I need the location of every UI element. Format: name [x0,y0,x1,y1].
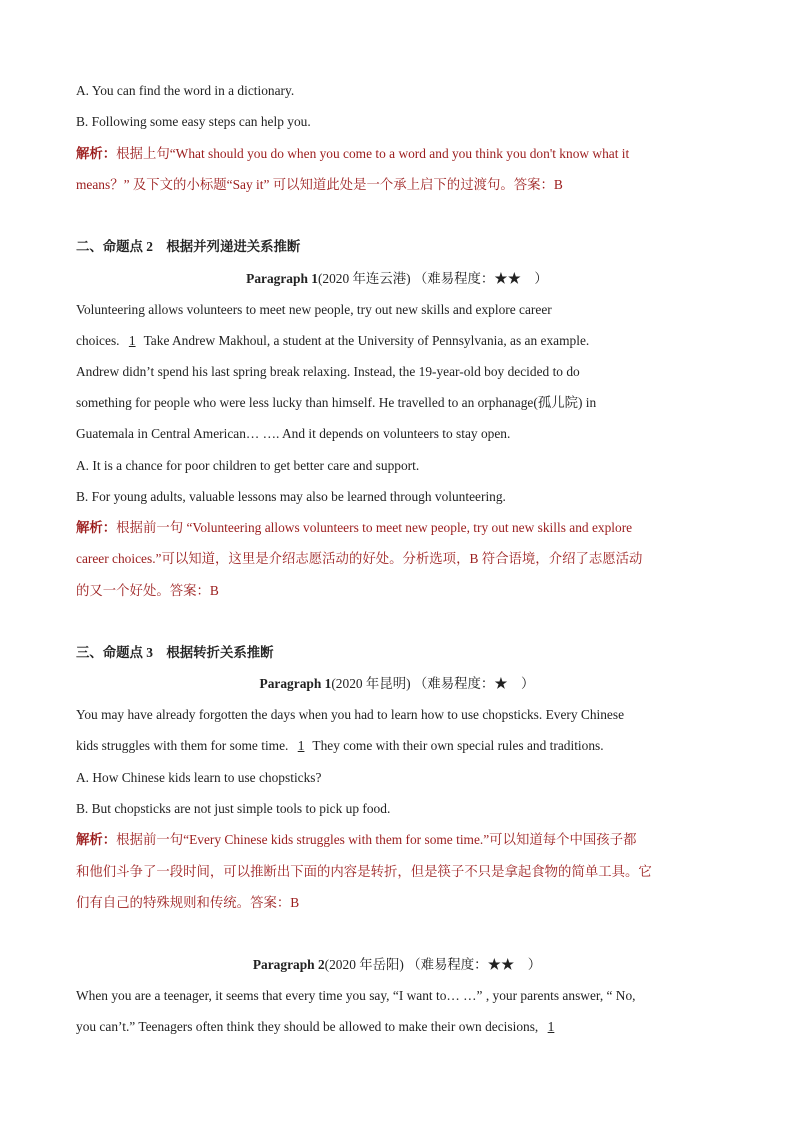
paragraph-title-meta: (2020 年岳阳) （难易程度：★★ ） [324,957,542,972]
option-b: B. But chopsticks are not just simple tools to pick up food. [76,801,391,816]
analysis-line: means？” 及下文的小标题“Say it” 可以知道此处是一个承上启下的过渡句。答案：B [76,177,563,192]
passage-line: When you are a teenager, it seems that every time you say, “I want to… …” , your parents answer, “ No, [76,988,636,1003]
analysis-line: 的又一个好处。答案：B [76,583,219,598]
answer-blank: 1 [128,333,136,348]
passage-line: Guatemala in Central American… …. And it depends on volunteers to stay open. [76,426,511,441]
analysis-label: 解析： [76,520,117,535]
passage-line [76,736,726,756]
paragraph-title [0,674,794,694]
option-a: A. How Chinese kids learn to use chopsticks? [76,770,322,785]
analysis-text: 根据前一句“Every Chinese kids struggles with them for some time.”可以知道每个中国孩子都 [116,832,637,847]
answer-blank: 1 [547,1019,555,1034]
paragraph-title-bold: Paragraph 1 [246,271,318,286]
paragraph-title [0,955,794,975]
passage-line: Volunteering allows volunteers to meet new people, try out new skills and explore career [76,302,552,317]
paragraph-title-bold: Paragraph 2 [252,957,325,972]
passage-line: You may have already forgotten the days when you had to learn how to use chopsticks. Every Chinese [76,707,625,722]
paragraph-title-bold: Paragraph 1 [259,676,332,691]
paragraph-title-meta: (2020 年昆明) （难易程度：★ ） [331,676,535,691]
option-a: A. It is a chance for poor children to get better care and support. [76,458,420,473]
option-a: A. You can find the word in a dictionary. [76,83,295,98]
analysis-text: 根据前一句 “Volunteering allows volunteers to meet new people, try out new skills and explore [116,520,633,535]
passage-line: something for people who were less lucky than himself. He travelled to an orphanage(孤儿院) in [76,395,597,410]
passage-line: Andrew didn’t spend his last spring break relaxing. Instead, the 19-year-old boy decided to do [76,364,580,379]
analysis-line: career choices.”可以知道，这里是介绍志愿活动的好处。分析选项，B 符合语境，介绍了志愿活动 [76,551,643,566]
analysis-line: 们有自己的特殊规则和传统。答案：B [76,895,300,910]
section-heading: 二、命题点 2 根据并列递进关系推断 [76,239,301,254]
analysis-label: 解析： [76,832,117,847]
analysis-line: 和他们斗争了一段时间，可以推断出下面的内容是转折，但是筷子不只是拿起食物的简单工具。它 [76,864,652,879]
paragraph-title [0,269,794,289]
option-b: B. Following some easy steps can help you. [76,114,311,129]
paragraph-title-meta: (2020 年连云港) （难易程度：★★ ） [317,271,548,286]
section-heading: 三、命题点 3 根据转折关系推断 [76,645,274,660]
passage-line [76,331,726,351]
analysis-line [76,518,726,538]
analysis-text: 根据上句“What should you do when you come to a word and you think you don't know what it [116,146,630,161]
analysis-line [76,830,726,850]
passage-text: Take Andrew Makhoul, a student at the University of Pennsylvania, as an example. [143,333,590,348]
passage-text: you can’t.” Teenagers often think they should be allowed to make their own decisions, [76,1019,542,1034]
passage-text: kids struggles with them for some time. [76,738,292,753]
analysis-line [76,144,726,164]
option-b: B. For young adults, valuable lessons may also be learned through volunteering. [76,489,506,504]
analysis-label: 解析： [76,146,117,161]
answer-blank: 1 [297,738,305,753]
passage-line [76,1017,726,1037]
passage-text: They come with their own special rules and traditions. [312,738,604,753]
passage-text: choices. [76,333,123,348]
